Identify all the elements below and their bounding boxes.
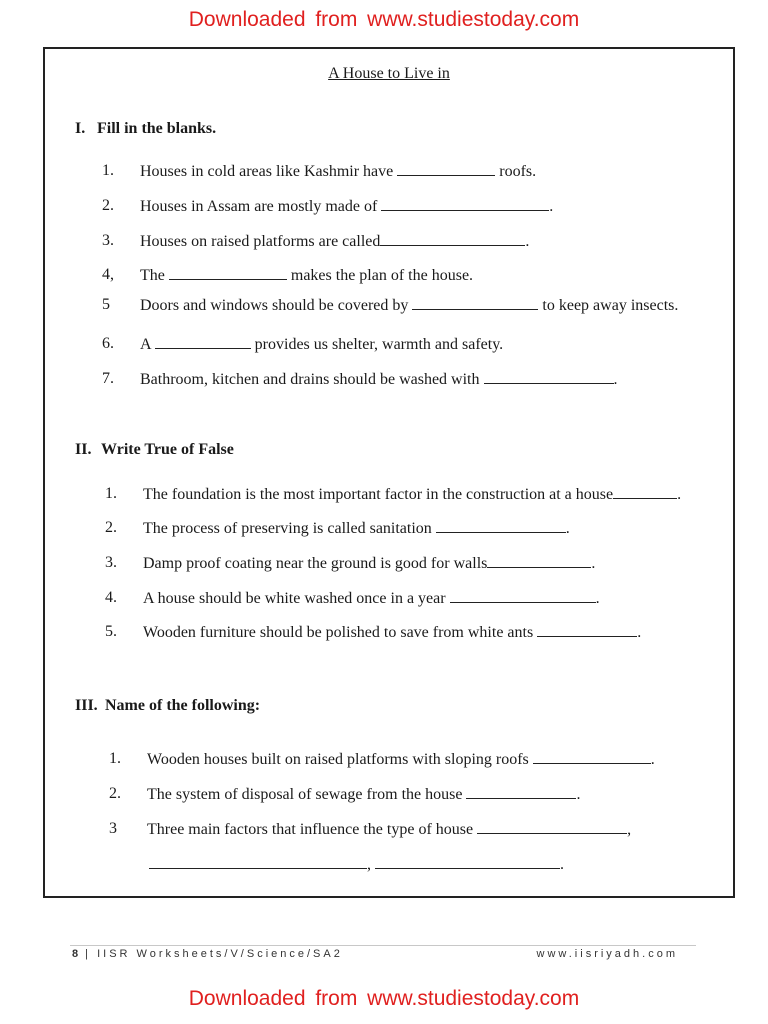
answer-blank[interactable] [613, 485, 677, 499]
answer-blank[interactable] [477, 820, 627, 834]
answer-blank[interactable] [375, 855, 560, 869]
download-banner-bottom: Downloaded from www.studiestoday.com [188, 987, 580, 1010]
answer-line-extra: , . [149, 855, 564, 874]
worksheet-frame: A House to Live in I. Fill in the blanks. 1. Houses in cold areas like Kashmir have roofs. 2. Houses in Assam are mostly made of . 3. Houses on raised platforms are called . 4, The makes the plan of the house. 5 Doors and windows should be covered by to keep away insects. 6. A provides us shelter, warmth and safety. 7. Bathroom, kitchen and drains should be washed with . II. Write True of False 1. The foundation is the most important factor in the construction at a house . 2. The process of preserving is called sanitation . 3. Damp proof coating near the ground is good for walls . 4. A house should be white washed once in a year . 5. Wooden furniture should be polished to save from white ants . III. Name of the following: 1. Wooden houses built on raised platforms with sloping roofs . 2. The system of disposal of sewage from the house . 3 Three main factors that influence the type of house , , . [43, 47, 735, 898]
answer-blank[interactable] [484, 370, 614, 384]
answer-blank[interactable] [155, 335, 251, 349]
answer-blank[interactable] [169, 266, 287, 280]
answer-blank[interactable] [412, 296, 538, 310]
footer-divider [70, 945, 696, 946]
answer-blank[interactable] [397, 162, 495, 176]
answer-blank[interactable] [149, 855, 367, 869]
answer-blank[interactable] [487, 554, 591, 568]
worksheet-title: A House to Live in [328, 65, 450, 82]
answer-blank[interactable] [450, 589, 596, 603]
answer-blank[interactable] [533, 750, 651, 764]
answer-blank[interactable] [537, 623, 637, 637]
section-heading-fill-blanks: I. Fill in the blanks. [75, 120, 217, 137]
answer-blank[interactable] [381, 197, 549, 211]
answer-blank[interactable] [380, 232, 525, 246]
answer-blank[interactable] [436, 519, 566, 533]
footer-website: www.iisriyadh.com [536, 948, 678, 960]
section-heading-true-false: II. Write True of False [75, 441, 234, 458]
section-heading-name-following: III. Name of the following: [75, 697, 261, 714]
footer-left: 8 | IISR Worksheets/V/Science/SA2 [72, 948, 343, 960]
answer-blank[interactable] [466, 785, 576, 799]
download-banner-top: Downloaded from www.studiestoday.com [188, 8, 580, 31]
